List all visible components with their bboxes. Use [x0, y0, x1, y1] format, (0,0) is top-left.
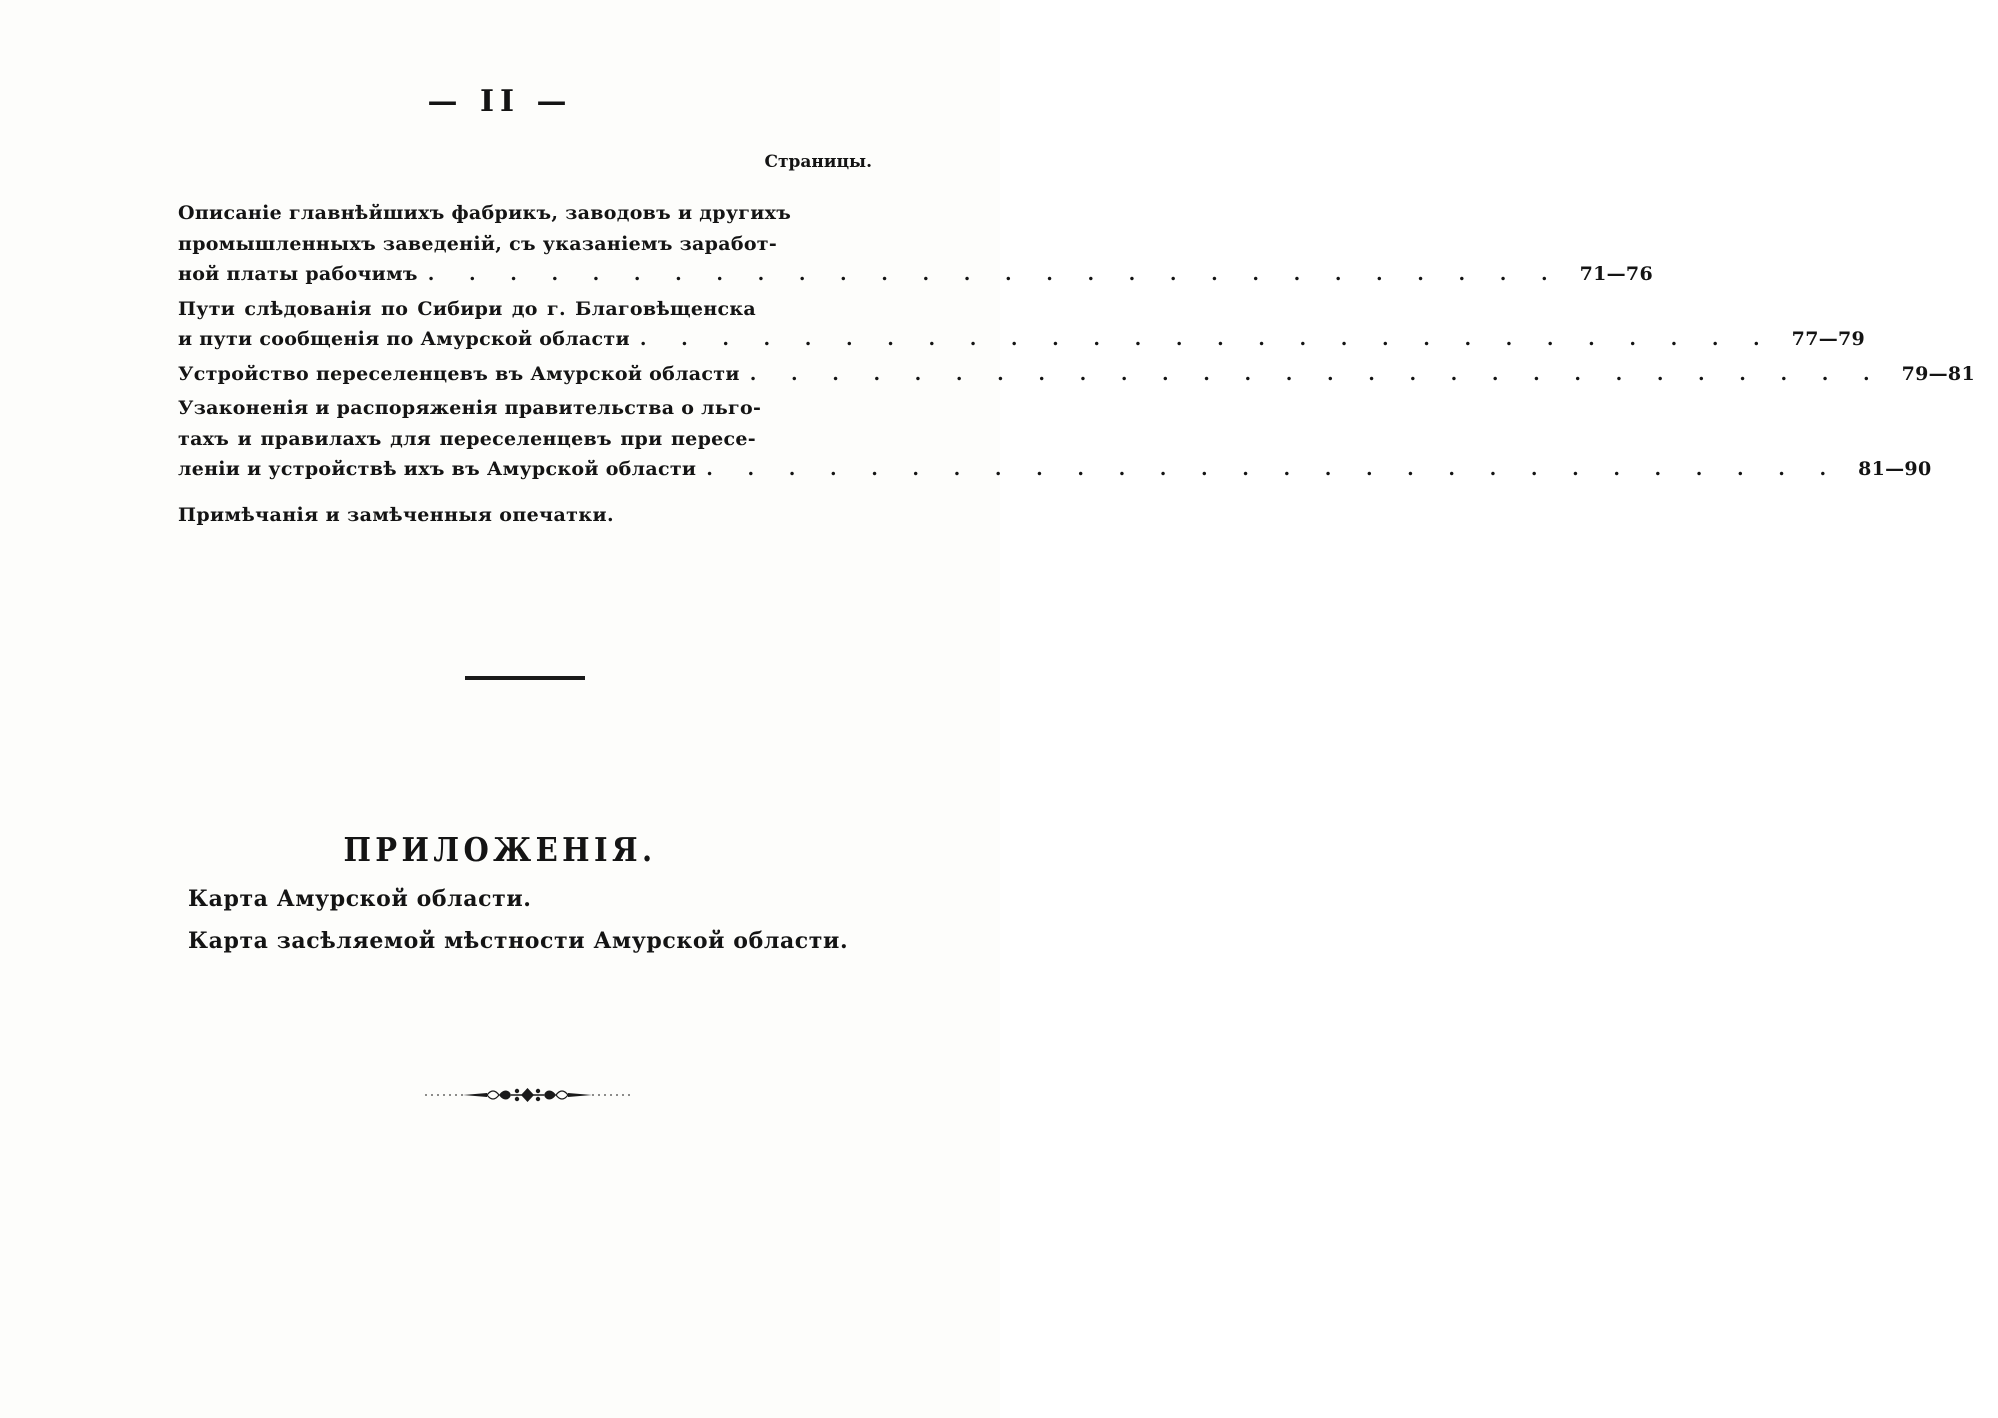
leader-dots: . . . . . . . . . . . . . . . . . . . . . . . . . . . . — [706, 458, 1841, 480]
toc-entry-text: леніи и устройствѣ ихъ въ Амурской области — [178, 458, 697, 480]
toc-entry-line: Пути слѣдованія по Сибири до г. Благовѣщенска — [178, 297, 756, 320]
toc-entry-line: промышленныхъ заведеній, съ указаніемъ заработ- — [178, 232, 778, 255]
pages-column-heading: Страницы. — [764, 152, 872, 172]
leader-dots: . . . . . . . . . . . . . . . . . . . . . . . . . . . . — [749, 362, 1884, 385]
toc-entry-text: Устройство переселенцевъ въ Амурской области — [178, 362, 740, 385]
page-number: — II — — [427, 84, 573, 119]
toc-entry-line: Узаконенія и распоряженія правительства о льго- — [178, 397, 762, 419]
section-divider — [465, 676, 585, 680]
toc-page-range: 81—90 — [1858, 458, 1932, 480]
leader-dots: . . . . . . . . . . . . . . . . . . . . . . . . . . . . — [639, 328, 1774, 350]
toc-entry-last-line — [178, 259, 1653, 290]
toc-entry-factories — [178, 198, 1653, 290]
notes-and-errata: Примѣчанія и замѣченныя опечатки. — [178, 504, 614, 526]
toc-page-range: 77—79 — [1791, 328, 1866, 350]
ornament-icon — [425, 1080, 630, 1110]
table-of-contents — [178, 198, 1975, 489]
leader-dots: . . . . . . . . . . . . . . . . . . . . . . . . . . . . — [427, 263, 1562, 285]
toc-entry-settlement — [178, 359, 1975, 390]
toc-page-range: 71—76 — [1579, 263, 1653, 285]
toc-entry-line: тахъ и правилахъ для переселенцевъ при пересе- — [178, 427, 756, 450]
appendix-item-map-settled: Карта засѣляемой мѣстности Амурской области. — [188, 928, 849, 954]
toc-entry-last-line — [178, 359, 1975, 390]
toc-entry-text: ной платы рабочимъ — [178, 263, 418, 285]
toc-entry-last-line — [178, 324, 1866, 355]
toc-entry-routes — [178, 294, 1866, 355]
toc-entry-laws — [178, 393, 1932, 485]
appendix-item-map-amur: Карта Амурской области. — [188, 886, 532, 912]
toc-page-range: 79—81 — [1901, 362, 1975, 385]
toc-entry-text: и пути сообщенія по Амурской области — [178, 328, 630, 350]
appendix-heading: ПРИЛОЖЕНІЯ. — [343, 830, 657, 869]
toc-entry-last-line — [178, 454, 1932, 485]
toc-entry-line: Описаніе главнѣйшихъ фабрикъ, заводовъ и другихъ — [178, 202, 792, 224]
